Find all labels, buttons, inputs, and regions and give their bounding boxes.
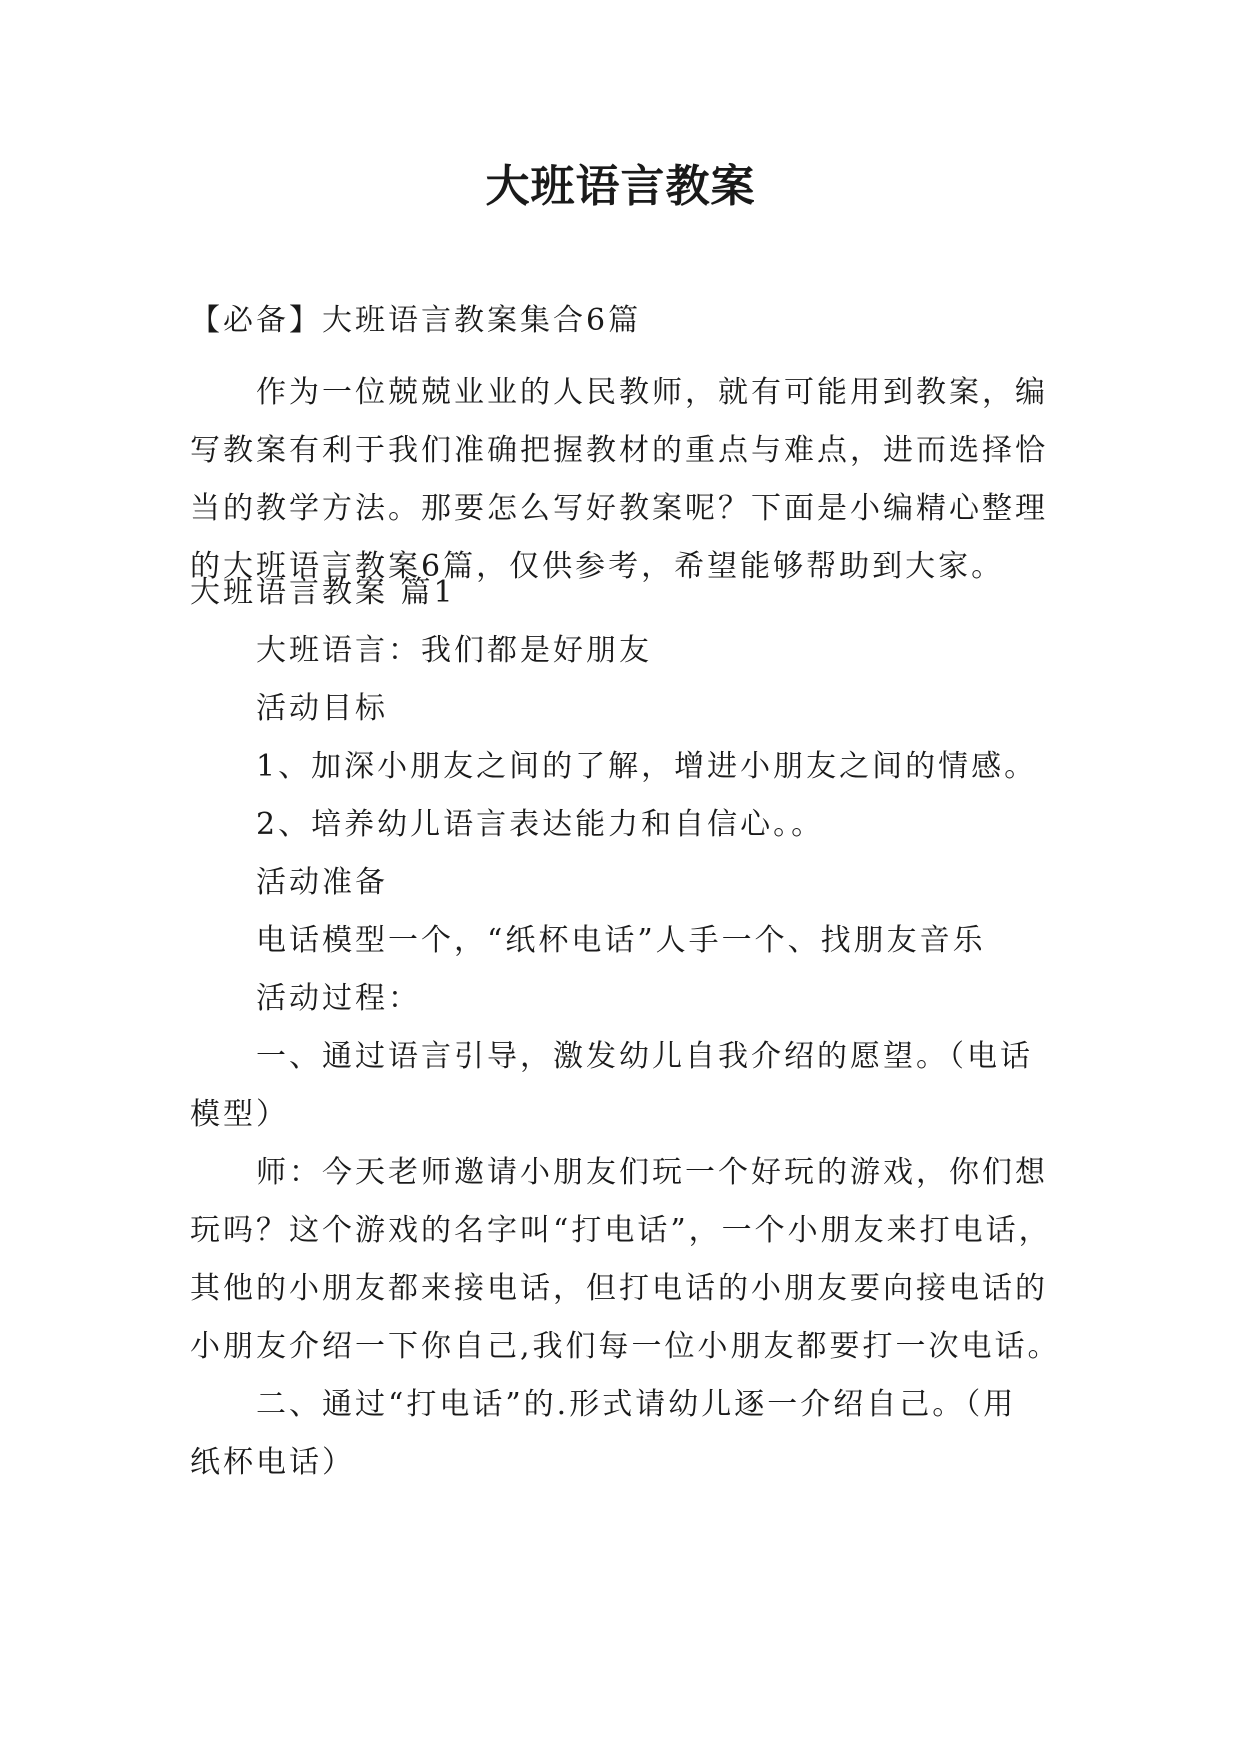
- step2-line: 纸杯电话）: [190, 1445, 355, 1480]
- document-title: 大班语言教案: [485, 161, 756, 212]
- prep-text: 电话模型一个，“纸杯电话”人手一个、找朋友音乐: [256, 923, 986, 958]
- intro-line: 写教案有利于我们准确把握教材的重点与难点，进而选择恰: [190, 433, 1048, 468]
- document-subtitle: 【必备】大班语言教案集合6篇: [190, 303, 642, 338]
- step1-line: 模型）: [190, 1097, 289, 1132]
- step2-line: 二、通过“打电话”的.形式请幼儿逐一介绍自己。（用: [256, 1387, 1017, 1422]
- intro-line: 的大班语言教案6篇，仅供参考，希望能够帮助到大家。: [190, 549, 1005, 584]
- step1-line: 一、通过语言引导，激发幼儿自我介绍的愿望。（电话: [256, 1039, 1033, 1074]
- lesson-title: 大班语言：我们都是好朋友: [256, 633, 652, 668]
- section-heading: 大班语言教案 篇1: [190, 575, 456, 610]
- prep-heading: 活动准备: [256, 865, 388, 900]
- intro-paragraph: [190, 364, 1052, 596]
- goal-heading: 活动目标: [256, 691, 388, 726]
- goal-item: 2、培养幼儿语言表达能力和自信心。。: [256, 807, 825, 842]
- teacher-line: 小朋友介绍一下你自己,我们每一位小朋友都要打一次电话。: [190, 1329, 1061, 1364]
- intro-line: 当的教学方法。那要怎么写好教案呢？下面是小编精心整理: [190, 491, 1048, 526]
- intro-line: 作为一位兢兢业业的人民教师，就有可能用到教案，编: [256, 375, 1048, 410]
- lesson-body: [190, 564, 1061, 1492]
- process-heading: 活动过程：: [256, 981, 421, 1016]
- teacher-line: 师：今天老师邀请小朋友们玩一个好玩的游戏，你们想: [256, 1155, 1048, 1190]
- teacher-line: 其他的小朋友都来接电话，但打电话的小朋友要向接电话的: [190, 1271, 1048, 1306]
- teacher-line: 玩吗？这个游戏的名字叫“打电话”，一个小朋友来打电话，: [190, 1213, 1052, 1248]
- goal-item: 1、加深小朋友之间的了解，增进小朋友之间的情感。: [256, 749, 1038, 784]
